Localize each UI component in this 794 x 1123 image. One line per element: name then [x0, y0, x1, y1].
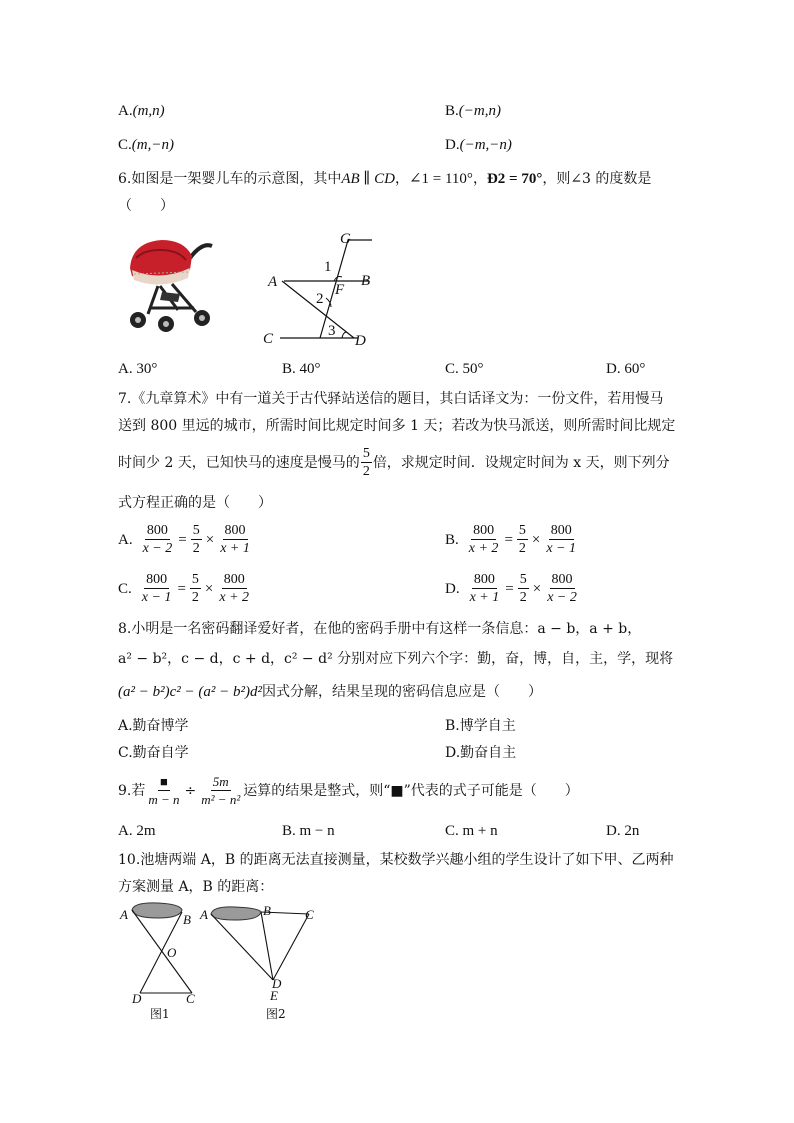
label-c: C [263, 331, 274, 347]
label-a: A [268, 274, 278, 290]
q7-option-c [118, 571, 252, 606]
option-expr: (m,−n) [131, 137, 174, 153]
q8-line2: a² − b²，c − d，c + d，c² − d² 分别对应下列六个字：勤，奋，博，自，主，学，现将 [118, 651, 674, 667]
fraction: $\frac{5}{2}$ [519, 572, 527, 605]
q9-fraction-2: $\frac{5m}{\text{m² − n²}}$ [201, 774, 241, 807]
q6-option-a: A. 30° [118, 361, 158, 377]
q7-option-b [445, 522, 579, 557]
q5-option-a [118, 102, 165, 120]
fig1-label-c: C [186, 991, 195, 1006]
q6-angle2: Ð2 = 70° [486, 171, 543, 187]
q7-line4: 式方程正确的是（ ） [118, 495, 272, 511]
equals-sign: = [504, 531, 513, 548]
q5-option-d [445, 136, 512, 154]
fraction: $\frac{800}{x + 1}$ [469, 572, 500, 605]
fig1-label-a: A [120, 907, 128, 922]
times-sign: × [204, 580, 214, 597]
q9-prefix: 9.若 [118, 782, 146, 799]
option-label: A. [118, 103, 133, 119]
fraction: $\frac{5}{2}$ [191, 572, 199, 605]
q7-line3-tail: 倍，求规定时间．设规定时间为 x 天，则下列分 [372, 454, 670, 471]
fig2-label-c: C [305, 907, 314, 922]
q8-option-a: A.勤奋博学 [118, 718, 189, 734]
fraction: $\frac{800}{x + 1}$ [220, 523, 250, 556]
q9-option-b: B. m − n [282, 823, 335, 839]
label-angle-3: 3 [328, 323, 336, 339]
q7-line3 [118, 445, 670, 480]
q8-line3-tail: 因式分解，结果呈现的密码信息应是（ ） [262, 684, 542, 700]
option-expr: (−m,n) [458, 103, 501, 119]
q8-option-d: D.勤奋自主 [445, 745, 517, 761]
divide-sign: ÷ [184, 782, 197, 799]
q6-sep: ， [394, 171, 409, 187]
q9-option-d: D. 2n [606, 823, 640, 839]
fig2-caption: 图2 [266, 1007, 286, 1021]
q8-expression: (a² − b²)c² − (a² − b²)d² [118, 684, 262, 700]
option-label: D. [445, 137, 460, 153]
fig2-label-a: A [200, 907, 208, 922]
fig1-label-b: B [183, 912, 191, 927]
q6-option-c: C. 50° [445, 361, 484, 377]
q8-option-b: B.博学自主 [445, 718, 516, 734]
label-angle-1: 1 [324, 259, 332, 275]
speed-ratio-fraction [361, 445, 372, 480]
times-sign: × [531, 531, 541, 548]
q7-line2: 送到 800 里远的城市，所需时间比规定时间多 1 天；若改为快马派送，则所需时间比规定 [118, 418, 676, 434]
option-expr: (−m,−n) [459, 137, 512, 153]
equals-sign: = [178, 531, 187, 548]
stroller-photo [120, 228, 220, 333]
fraction-numerator: 5 [362, 446, 370, 461]
label-g: G [340, 231, 351, 247]
q6-angle1: ∠1 = 110° [408, 171, 473, 187]
q10-line2: 方案测量 A，B 的距离： [118, 879, 274, 895]
option-label: C. [118, 580, 132, 597]
q6-stem [118, 170, 651, 188]
q7-line1: 7.《九章算术》中有一道关于古代驿站送信的题目，其白话译文为：一份文件，若用慢马 [118, 391, 664, 407]
q9-stem [118, 773, 579, 808]
q9-fraction-1: $\frac{■}{m - n}$ [148, 774, 180, 807]
fig1-caption: 图1 [150, 1007, 170, 1021]
option-expr: (m,n) [132, 103, 165, 119]
option-label: A. [118, 531, 133, 548]
q6-option-b: B. 40° [282, 361, 321, 377]
fraction: $\frac{5}{2}$ [518, 523, 526, 556]
label-f: F [335, 282, 345, 298]
fig2-label-b: B [263, 903, 271, 918]
q5-option-c [118, 136, 174, 154]
q8-line3 [118, 683, 542, 701]
times-sign: × [532, 580, 542, 597]
times-sign: × [205, 531, 215, 548]
q6-parallel: AB ∥ CD [341, 171, 395, 187]
fraction: $\frac{5}{2}$ [192, 523, 200, 556]
option-label: C. [118, 137, 132, 153]
q6-sep: ， [472, 171, 487, 187]
q6-paren: （ ） [118, 198, 174, 214]
option-label: D. [445, 580, 460, 597]
fraction-denominator: 2 [362, 464, 370, 479]
fig2-label-e: E [270, 988, 278, 1003]
q9-suffix: 运算的结果是整式，则“■”代表的式子可能是（ ） [243, 782, 579, 799]
option-label: B. [445, 103, 459, 119]
q7-option-d [445, 571, 580, 606]
q6-stem-text: 6.如图是一架婴儿车的示意图，其中 [118, 171, 342, 187]
option-label: B. [445, 531, 459, 548]
fig2-label-d: D [272, 976, 282, 991]
label-b: B [361, 273, 371, 289]
label-d: D [355, 333, 366, 349]
fig1-label-d: D [132, 991, 142, 1006]
q10-line1: 10.池塘两端 A，B 的距离无法直接测量，某校数学兴趣小组的学生设计了如下甲、乙两种 [118, 852, 674, 868]
label-angle-2: 2 [316, 291, 324, 307]
fraction: $\frac{800}{x + 2}$ [219, 572, 250, 605]
q5-option-b [445, 102, 501, 120]
q9-option-c: C. m + n [445, 823, 498, 839]
q7-option-a [118, 522, 253, 557]
fig1-label-o: O [167, 945, 177, 960]
fraction: $\frac{800}{x - 1}$ [546, 523, 577, 556]
fraction: $\frac{800}{x - 1}$ [141, 572, 172, 605]
q6-option-d: D. 60° [606, 361, 646, 377]
fraction: $\frac{800}{x - 2}$ [142, 523, 173, 556]
q8-option-c: C.勤奋自学 [118, 745, 189, 761]
q9-option-a: A. 2m [118, 823, 156, 839]
equals-sign: = [505, 580, 514, 597]
fraction: $\frac{800}{x - 2}$ [547, 572, 577, 605]
q7-line3-text: 时间少 2 天，已知快马的速度是慢马的 [118, 454, 360, 471]
q6-stem-tail: ，则∠3 的度数是 [542, 171, 652, 187]
q8-line1: 8.小明是一名密码翻译爱好者，在他的密码手册中有这样一条信息：a − b，a + b， [118, 621, 642, 637]
equals-sign: = [177, 580, 186, 597]
fraction: $\frac{800}{x + 2}$ [468, 523, 499, 556]
